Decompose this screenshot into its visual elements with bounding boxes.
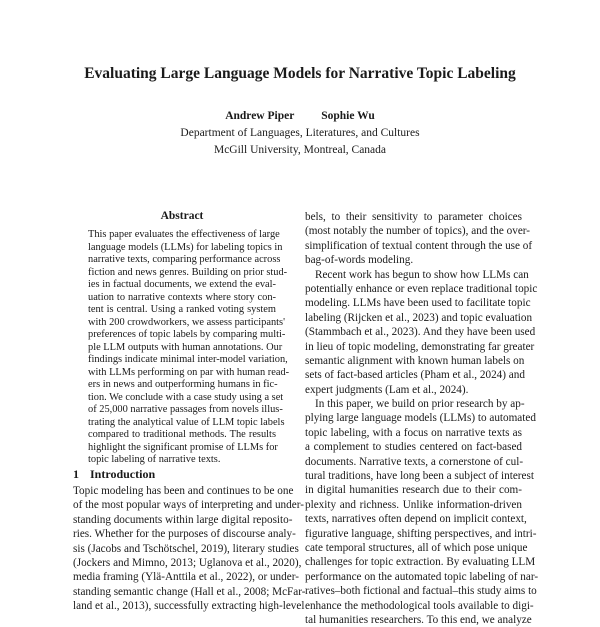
text-line: sis (Jacobs and Tschötschel, 2019), literary studies [73,542,299,555]
text-line: a complement to studies centered on fact-based [305,441,522,454]
text-line: bag-of-words modeling. [305,254,414,267]
text-line: semantic alignment with known human labels on [305,354,525,367]
author-name: Sophie Wu [321,110,375,122]
text-line: simplification of textual content through the use of [305,239,533,252]
text-line: labeling (Rijcken et al., 2023) and topic evaluation [305,311,533,324]
text-line: media framing (Ylä-Anttila et al., 2022), or under- [73,571,299,584]
text-line: (Stammbach et al., 2023). And they have been used [305,326,536,339]
text-line: ies in factual documents, we extend the eval- [88,279,276,290]
affiliation-department: Department of Languages, Literatures, and Cultures [180,127,420,139]
text-line: language models (LLMs) for labeling topics in [88,241,283,253]
abstract-body [88,229,290,467]
text-line: Recent work has begun to show how LLMs can [315,268,529,281]
text-line: In this paper, we build on prior research by ap- [315,398,525,411]
abstract-heading: Abstract [160,210,204,222]
affiliation-university: McGill University, Montreal, Canada [213,144,387,156]
text-line: tion. We conclude with a case study using a set [88,391,284,403]
text-line: tal humanities researchers. To this end, we analyze [305,613,532,626]
text-line: sets of fact-based articles (Pham et al., 2024) and [305,369,525,382]
text-line: with 200 crowdworkers, we assess participants' [88,316,285,328]
text-line: cate temporal structures, all of which pose unique [305,541,528,554]
text-line: This paper evaluates the effectiveness of large [88,229,280,240]
left-column-body [73,484,306,614]
text-line: of 25,000 narrative passages from novels illus- [88,404,283,415]
text-line: texts, narratives often depend on implicit context, [305,513,527,526]
text-line: findings indicate minimal inter-model variation, [88,354,288,365]
text-line: trating the analytical value of LLM topic labels [88,416,285,428]
text-line: with LLMs performing on par with human read- [88,366,290,378]
paper-title: Evaluating Large Language Models for Narrative Topic Labeling [84,65,516,82]
text-line: potentially enhance or even replace traditional topic [305,282,538,295]
text-line: ple LLM outputs with human annotations. Our [88,341,283,353]
text-line: enhance the methodological tools available to digi- [305,599,534,612]
section-title: Introduction [90,467,156,481]
text-line: topic labeling of narrative texts. [88,454,221,465]
text-line: modeling. LLMs have been used to facilitate topic [305,297,531,310]
text-line: standing documents within large digital reposito- [73,513,293,526]
text-line: plying large language models (LLMs) to automated [305,412,536,425]
section-heading [73,467,155,481]
text-line: of the most popular ways of interpreting and under- [73,499,304,512]
text-line: bels, to their sensitivity to parameter choices [305,211,522,223]
text-line: topic labeling, with a focus on narrative texts as [305,426,522,439]
text-line: tent is central. Using a ranked voting system [88,304,276,315]
text-line: ratives–both fictional and factual–this study aims to [305,585,537,598]
text-line: in digital humanities research due to their com- [305,484,522,497]
text-line: Topic modeling has been and continues to be one [73,485,294,497]
text-line: highlight the significant promise of LLMs for [88,441,278,453]
text-line: ers in news and outperforming humans in fic- [88,379,278,390]
text-line: ries. Whether for the purposes of discourse analy- [73,528,296,541]
author-name: Andrew Piper [225,110,295,122]
text-line: standing semantic change (Hall et al., 2008; McFar- [73,585,306,598]
text-line: expert judgments (Lam et al., 2024). [305,383,469,396]
text-line: land et al., 2013), successfully extracting high-level [73,600,305,613]
author-list [0,110,600,122]
text-line: in lieu of topic modeling, demonstrating far greater [305,340,535,353]
text-line: plexity and richness. Unlike information-driven [305,498,522,511]
text-line: challenges for topic extraction. By evaluating LLM [305,556,536,569]
section-number: 1 [73,467,79,481]
text-line: (Jockers and Mimno, 2013; Uglanova et al., 2020), [73,556,302,569]
right-column-body [305,210,539,627]
text-line: narrative texts, comparing performance across [88,254,281,265]
text-line: tural traditions, have long been a subject of interest [305,470,534,483]
text-line: preferences of topic labels by comparing multi- [88,329,286,340]
text-line: performance on the automated topic labeling of nar- [305,570,539,583]
text-line: uation to narrative contexts where story con- [88,291,276,303]
text-line: (most notably the number of topics), and the over- [305,225,531,238]
text-line: fiction and news genres. Building on prior stud- [88,266,288,278]
text-line: compared to traditional methods. The results [88,429,276,440]
text-line: documents. Narrative texts, a cornerstone of cul- [305,455,524,468]
text-line: figurative language, shifting perspectives, and intri- [305,527,537,540]
